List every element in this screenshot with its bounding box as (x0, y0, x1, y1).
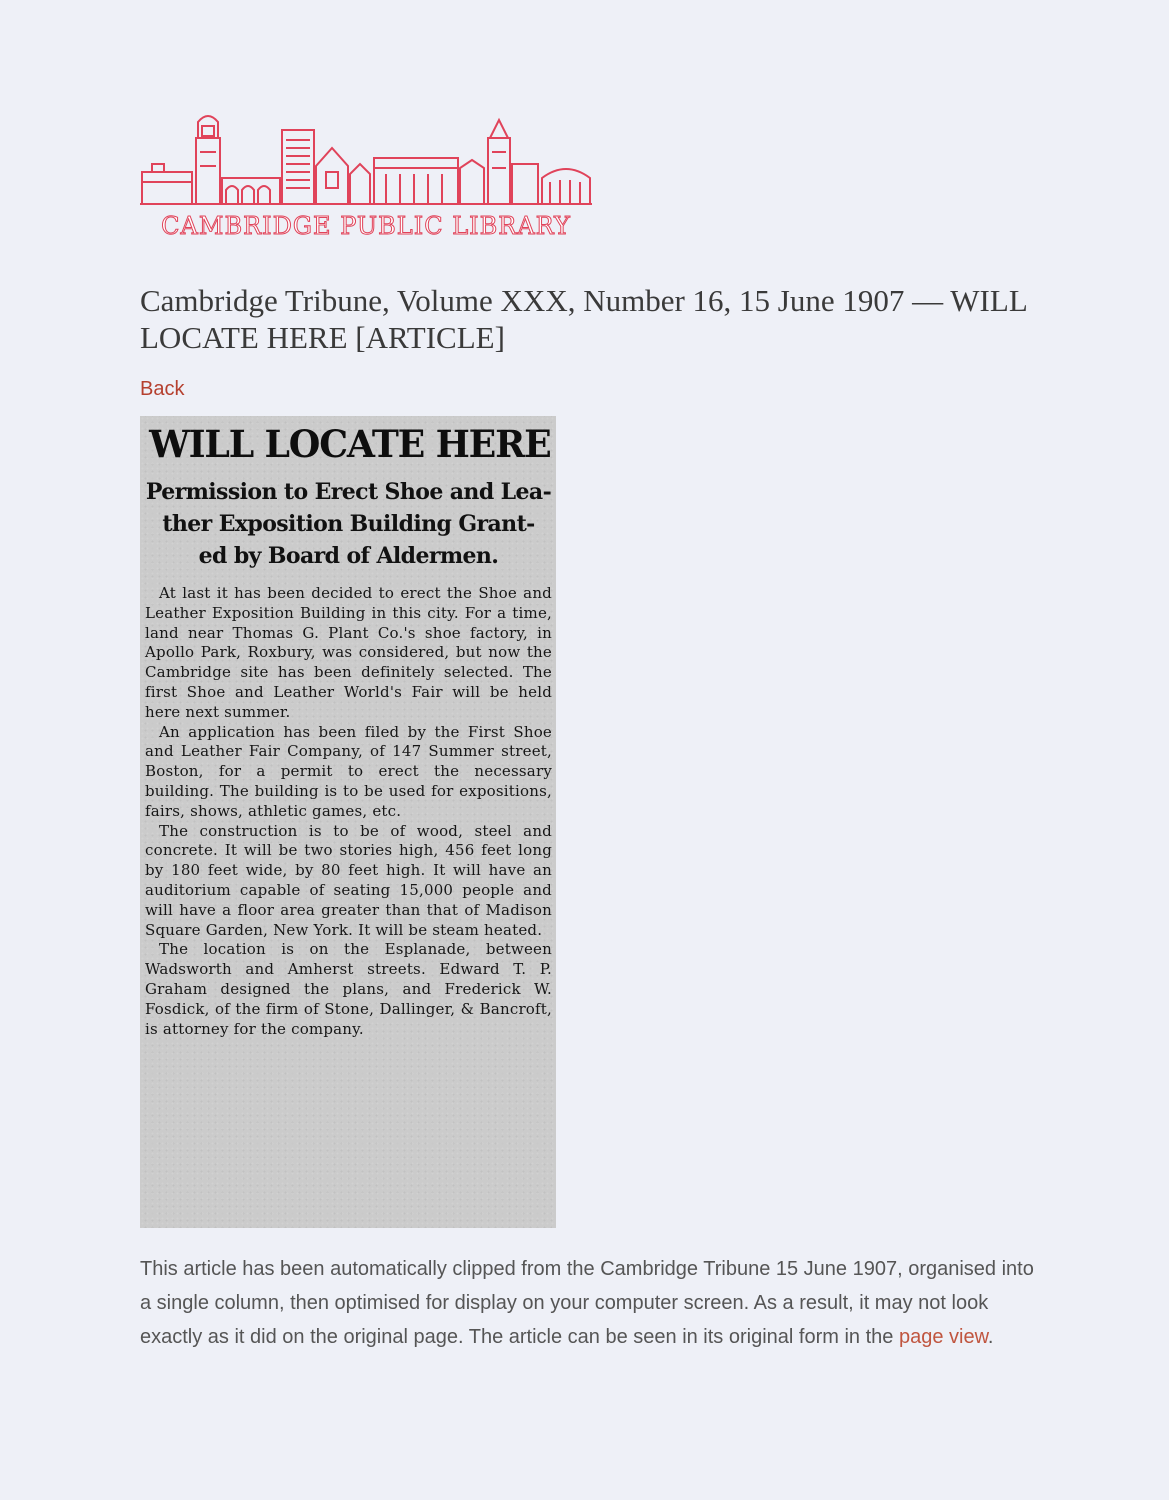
library-name: CAMBRIDGE PUBLIC LIBRARY (161, 212, 571, 240)
back-link[interactable]: Back (140, 378, 185, 400)
page-title: Cambridge Tribune, Volume XXX, Number 16, 15 June 1907 — WILL LOCATE HERE [ARTICLE] (140, 283, 1027, 355)
page-view-link[interactable]: page view (898, 1326, 988, 1348)
clipping-subheading-line: Permission to Erect Shoe and Lea- (145, 479, 552, 505)
clipping-paragraph: An application has been filed by the First Shoe and Leather Fair Company, of 147 Summer street, Boston, for a permit to erect the necessary building. The building is to be used for expositions, fairs, shows, athletic games, etc. (145, 722, 552, 820)
clipping-subheading (145, 476, 552, 572)
library-logo[interactable] (138, 108, 594, 238)
article-caption (140, 1252, 1040, 1354)
clipping-subheading-line: ther Exposition Building Grant- (162, 511, 535, 537)
library-skyline-icon (138, 108, 594, 208)
caption-end: . (987, 1326, 994, 1348)
newspaper-clipping (140, 416, 556, 1228)
clipping-paragraph: The construction is to be of wood, steel and concrete. It will be two stories high, 456 feet long by 180 feet wide, by 80 feet high. It will have an auditorium capable of seating 15,000 people and will have a floor area greater than that of Madison Square Garden, New York. It will be steam heated. (145, 821, 552, 939)
clipping-body (145, 584, 552, 1039)
clipping-headline: WILL LOCATE HERE (149, 422, 551, 466)
clipping-paragraph: At last it has been decided to erect the Shoe and Leather Exposition Building in this city. For a time, land near Thomas G. Plant Co.'s shoe factory, in Apollo Park, Roxbury, was considered, but now the Cambridge site has been definitely selected. The first Shoe and Leather World's Fair will be held here next summer. (145, 584, 552, 721)
clipping-subheading-line: ed by Board of Aldermen. (198, 543, 499, 569)
clipping-paragraph: The location is on the Esplanade, between Wadsworth and Amherst streets. Edward T. P. Graham designed the plans, and Frederick W. Fosdick, of the firm of Stone, Dallinger, & Bancroft, is attorney for the company. (145, 940, 552, 1038)
caption-text: This article has been automatically clipped from the Cambridge Tribune 15 June 1907, organised into a single column, then optimised for display on your computer screen. As a result, it may not look exactly as it did on the original page. The article can be seen in its original form in the (140, 1258, 1034, 1348)
